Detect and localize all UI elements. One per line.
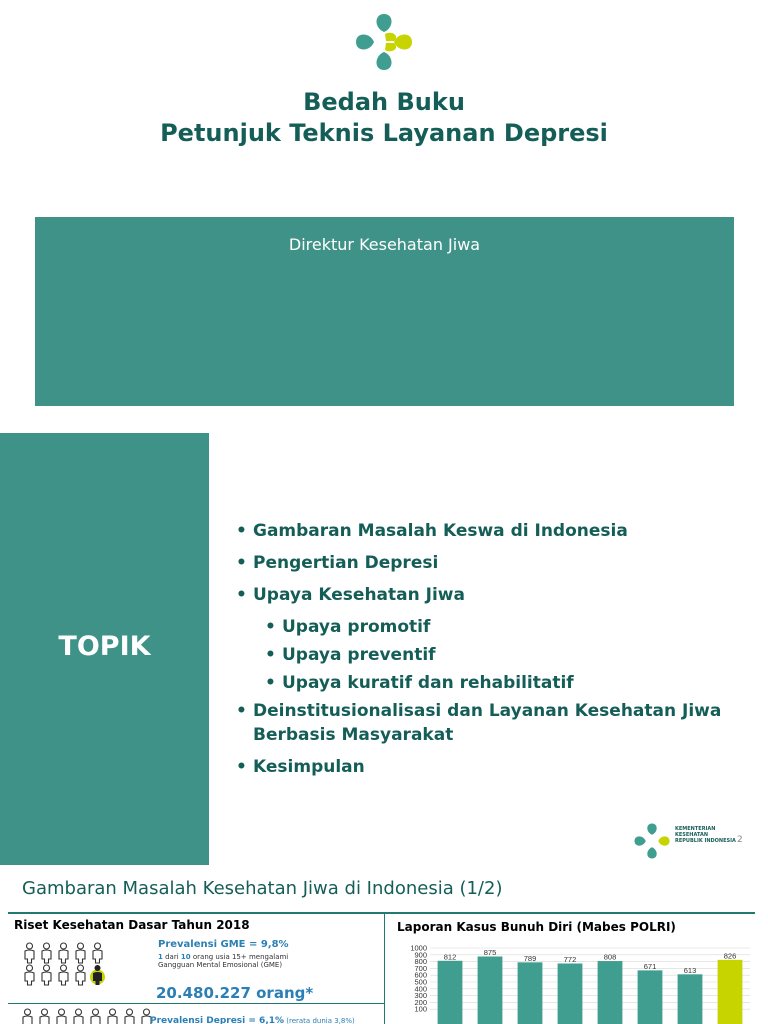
y-tick-label: 700 — [414, 963, 427, 973]
bar-value-label: 613 — [683, 965, 697, 975]
person-outline-icon — [37, 1008, 52, 1024]
person-outline-icon — [20, 1008, 35, 1024]
bar — [718, 960, 743, 1024]
gme-count: 20.480.227 orang* — [156, 984, 314, 1002]
prevalensi-depresi-value: Prevalensi Depresi = 6,1% — [150, 1016, 285, 1024]
person-row — [22, 942, 112, 964]
prevalensi-depresi-note: (rerata dunia 3,8%) — [284, 1017, 355, 1024]
person-outline-icon — [71, 1008, 86, 1024]
bullet-icon: • — [236, 757, 247, 777]
y-tick-label: 800 — [414, 957, 427, 967]
topic-item — [265, 615, 756, 639]
presenter-text: Direktur Kesehatan Jiwa — [288, 235, 481, 254]
gme-note-one: 1 — [158, 953, 163, 961]
topic-list — [236, 519, 756, 787]
bullet-icon: • — [236, 521, 247, 541]
bar-value-label: 826 — [723, 951, 737, 961]
y-tick-label: 500 — [414, 977, 427, 987]
topic-item — [236, 699, 756, 747]
bullet-icon: • — [236, 585, 247, 605]
title-line-1: Bedah Buku — [303, 88, 465, 116]
kemkes-logo-text: KEMENTERIAN KESEHATAN REPUBLIK INDONESIA — [675, 826, 736, 844]
y-tick-label: 1000 — [410, 943, 427, 953]
topic-label: Upaya kuratif dan rehabilitatif — [282, 673, 574, 693]
topic-item — [236, 755, 756, 779]
presenter-banner — [35, 217, 734, 406]
bullet-icon: • — [236, 553, 247, 573]
person-outline-icon — [39, 964, 54, 986]
bar — [558, 964, 583, 1024]
person-filled-icon — [90, 964, 105, 986]
topic-item — [265, 671, 756, 695]
person-outline-icon — [90, 942, 105, 964]
bar — [638, 970, 663, 1024]
page-number: 2 — [737, 835, 743, 845]
bar-value-label: 875 — [483, 948, 497, 957]
y-tick-label: 600 — [414, 970, 427, 980]
person-outline-icon — [22, 964, 37, 986]
topic-label: Kesimpulan — [253, 757, 365, 777]
gme-note-suffix: orang usia 15+ mengalami Gangguan Mental Emosional (GME) — [158, 953, 289, 969]
bar-value-label: 772 — [563, 955, 577, 965]
section-label: TOPIK — [58, 631, 151, 662]
topic-item — [265, 643, 756, 667]
person-outline-icon — [73, 942, 88, 964]
prevalensi-depresi — [150, 1016, 355, 1024]
topic-label: Pengertian Depresi — [253, 553, 439, 573]
kemkes-small-logo-icon — [632, 821, 672, 861]
person-outline-icon — [54, 1008, 69, 1024]
kemkes-logo-icon — [352, 10, 416, 74]
riset-title: Riset Kesehatan Dasar Tahun 2018 — [14, 918, 250, 932]
slide-topics — [0, 433, 768, 865]
topic-label: Upaya Kesehatan Jiwa — [253, 585, 465, 605]
bar-value-label: 671 — [643, 961, 657, 971]
topic-label: Deinstitusionalisasi dan Layanan Kesehatan Jiwa Berbasis Masyarakat — [253, 701, 722, 745]
topic-item — [236, 551, 756, 575]
bar — [438, 961, 463, 1024]
slide-3-title: Gambaran Masalah Kesehatan Jiwa di Indonesia (1/2) — [22, 878, 503, 899]
y-tick-label: 200 — [414, 997, 427, 1007]
bar — [678, 974, 703, 1024]
gme-note — [158, 953, 318, 969]
y-tick-label: 100 — [414, 1004, 427, 1014]
gme-note-mid: dari — [162, 953, 181, 961]
bullet-icon: • — [236, 701, 247, 721]
person-outline-icon — [22, 942, 37, 964]
topic-item — [236, 583, 756, 607]
topic-label: Gambaran Masalah Keswa di Indonesia — [253, 521, 628, 541]
person-row — [22, 964, 112, 986]
bullet-icon: • — [265, 673, 276, 693]
y-tick-label: 400 — [414, 984, 427, 994]
person-outline-icon — [39, 942, 54, 964]
person-outline-icon — [105, 1008, 120, 1024]
prevalensi-gme: Prevalensi GME = 9,8% — [158, 939, 289, 950]
bar — [478, 957, 503, 1024]
bar — [518, 962, 543, 1024]
gme-note-ten: 10 — [180, 953, 191, 961]
title-line-2: Petunjuk Teknis Layanan Depresi — [160, 119, 608, 147]
person-outline-icon — [122, 1008, 137, 1024]
chart-title: Laporan Kasus Bunuh Diri (Mabes POLRI) — [397, 920, 676, 934]
bar — [598, 961, 623, 1024]
bar-value-label: 812 — [443, 952, 457, 962]
person-outline-icon — [88, 1008, 103, 1024]
person-outline-icon — [56, 942, 71, 964]
people-pictogram — [22, 942, 112, 986]
panel-divider — [8, 1003, 385, 1004]
suicide-cases-chart — [390, 942, 760, 1024]
person-outline-icon — [73, 964, 88, 986]
slide-title — [0, 0, 768, 432]
bullet-icon: • — [265, 645, 276, 665]
y-tick-label: 900 — [414, 950, 427, 960]
topic-item — [236, 519, 756, 543]
y-tick-label: 300 — [414, 991, 427, 1001]
topik-panel — [0, 433, 209, 865]
slide-overview — [0, 866, 768, 1024]
bar-value-label: 789 — [523, 953, 537, 963]
person-outline-icon — [56, 964, 71, 986]
people-pictogram-depresi — [20, 1008, 154, 1024]
bullet-icon: • — [265, 617, 276, 637]
topic-label: Upaya preventif — [282, 645, 436, 665]
topic-label: Upaya promotif — [282, 617, 431, 637]
bar-value-label: 808 — [603, 952, 617, 962]
